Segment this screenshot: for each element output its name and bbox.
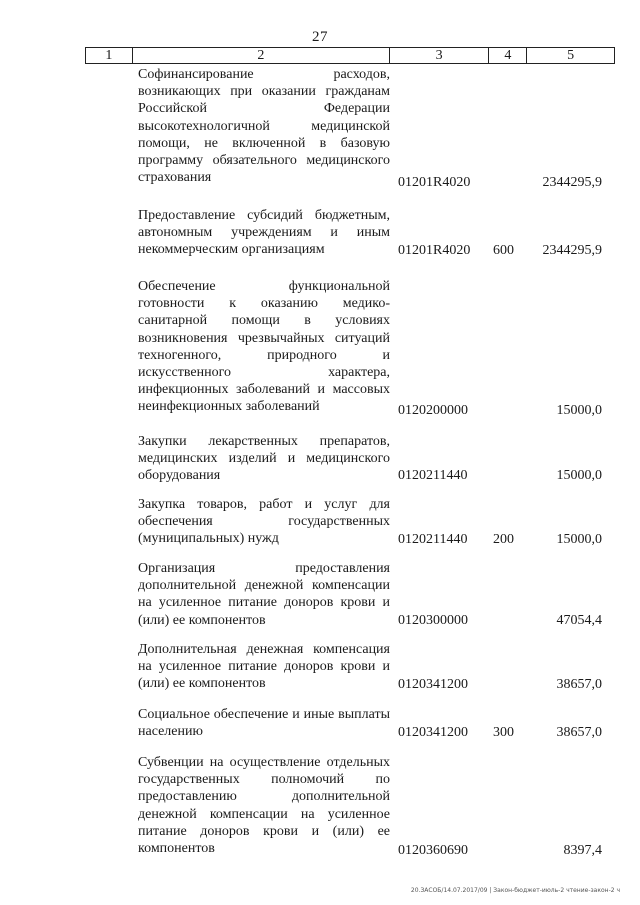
row-amount: 38657,0 — [556, 677, 602, 692]
row-description: Социальное обеспечение и иные выплаты населению — [138, 707, 390, 740]
row-amount: 38657,0 — [556, 725, 602, 740]
row-type: 600 — [493, 243, 514, 258]
header-col-1: 1 — [86, 48, 133, 63]
row-description: Закупки лекарственных препаратов, медицинских изделий и медицинского оборудования — [138, 434, 390, 484]
page-number: 27 — [312, 29, 328, 45]
header-col-3: 3 — [390, 48, 490, 63]
row-description: Обеспечение функциональной готовности к оказанию медико-санитарной помощи в условиях возникновения чрезвычайных ситуаций техногенного, природного и искусственного характера, инфекционных заболеваний и массовых неинфекционных заболеваний — [138, 279, 390, 415]
row-type: 300 — [493, 725, 514, 740]
document-footer-stamp: 20.ЗАСОБ/14.07.2017/09 | Закон-бюджет-июль-2 чтение-закон-2 ч — [410, 887, 620, 894]
table-row — [0, 207, 640, 259]
header-col-4: 4 — [489, 48, 527, 63]
table-row — [0, 754, 640, 864]
table-header — [85, 47, 615, 64]
row-code: 0120200000 — [398, 403, 468, 418]
row-amount: 2344295,9 — [542, 175, 602, 190]
row-description: Дополнительная денежная компенсация на усиленное питание доноров крови и (или) ее компонентов — [138, 642, 390, 692]
row-code: 0120211440 — [398, 468, 468, 483]
row-description: Субвенции на осуществление отдельных государственных полномочий по предоставлению дополнительной денежной компенсации на усиленное питание доноров крови и (или) ее компонентов — [138, 755, 390, 857]
header-col-5: 5 — [567, 48, 575, 63]
row-code: 0120300000 — [398, 613, 468, 628]
row-code: 01201R4020 — [398, 243, 471, 258]
row-code: 0120360690 — [398, 843, 468, 858]
row-type: 200 — [493, 532, 514, 547]
header-col-2: 2 — [133, 48, 390, 63]
table-row — [0, 706, 640, 742]
row-code: 0120211440 — [398, 532, 468, 547]
table-row — [0, 496, 640, 548]
row-description: Закупка товаров, работ и услуг для обеспечения государственных (муниципальных) нужд — [138, 497, 390, 547]
row-description: Организация предоставления дополнительной денежной компенсации на усиленное питание доноров крови и (или) ее компонентов — [138, 561, 390, 628]
row-description: Софинансирование расходов, возникающих при оказании гражданам Российской Федерации высокотехнологичной медицинской помощи, не включенной в базовую программу обязательного медицинского страхования — [138, 67, 390, 186]
table-row — [0, 433, 640, 485]
row-amount: 15000,0 — [556, 403, 602, 418]
table-row — [0, 66, 640, 190]
row-amount: 15000,0 — [556, 468, 602, 483]
row-code: 0120341200 — [398, 725, 468, 740]
row-amount: 47054,4 — [556, 613, 602, 628]
table-row — [0, 278, 640, 418]
row-code: 0120341200 — [398, 677, 468, 692]
row-amount: 8397,4 — [563, 843, 602, 858]
row-amount: 2344295,9 — [542, 243, 602, 258]
row-amount: 15000,0 — [556, 532, 602, 547]
table-row — [0, 641, 640, 693]
table-row — [0, 560, 640, 630]
row-code: 01201R4020 — [398, 175, 471, 190]
row-description: Предоставление субсидий бюджетным, автономным учреждениям и иным некоммерческим организациям — [138, 208, 390, 258]
